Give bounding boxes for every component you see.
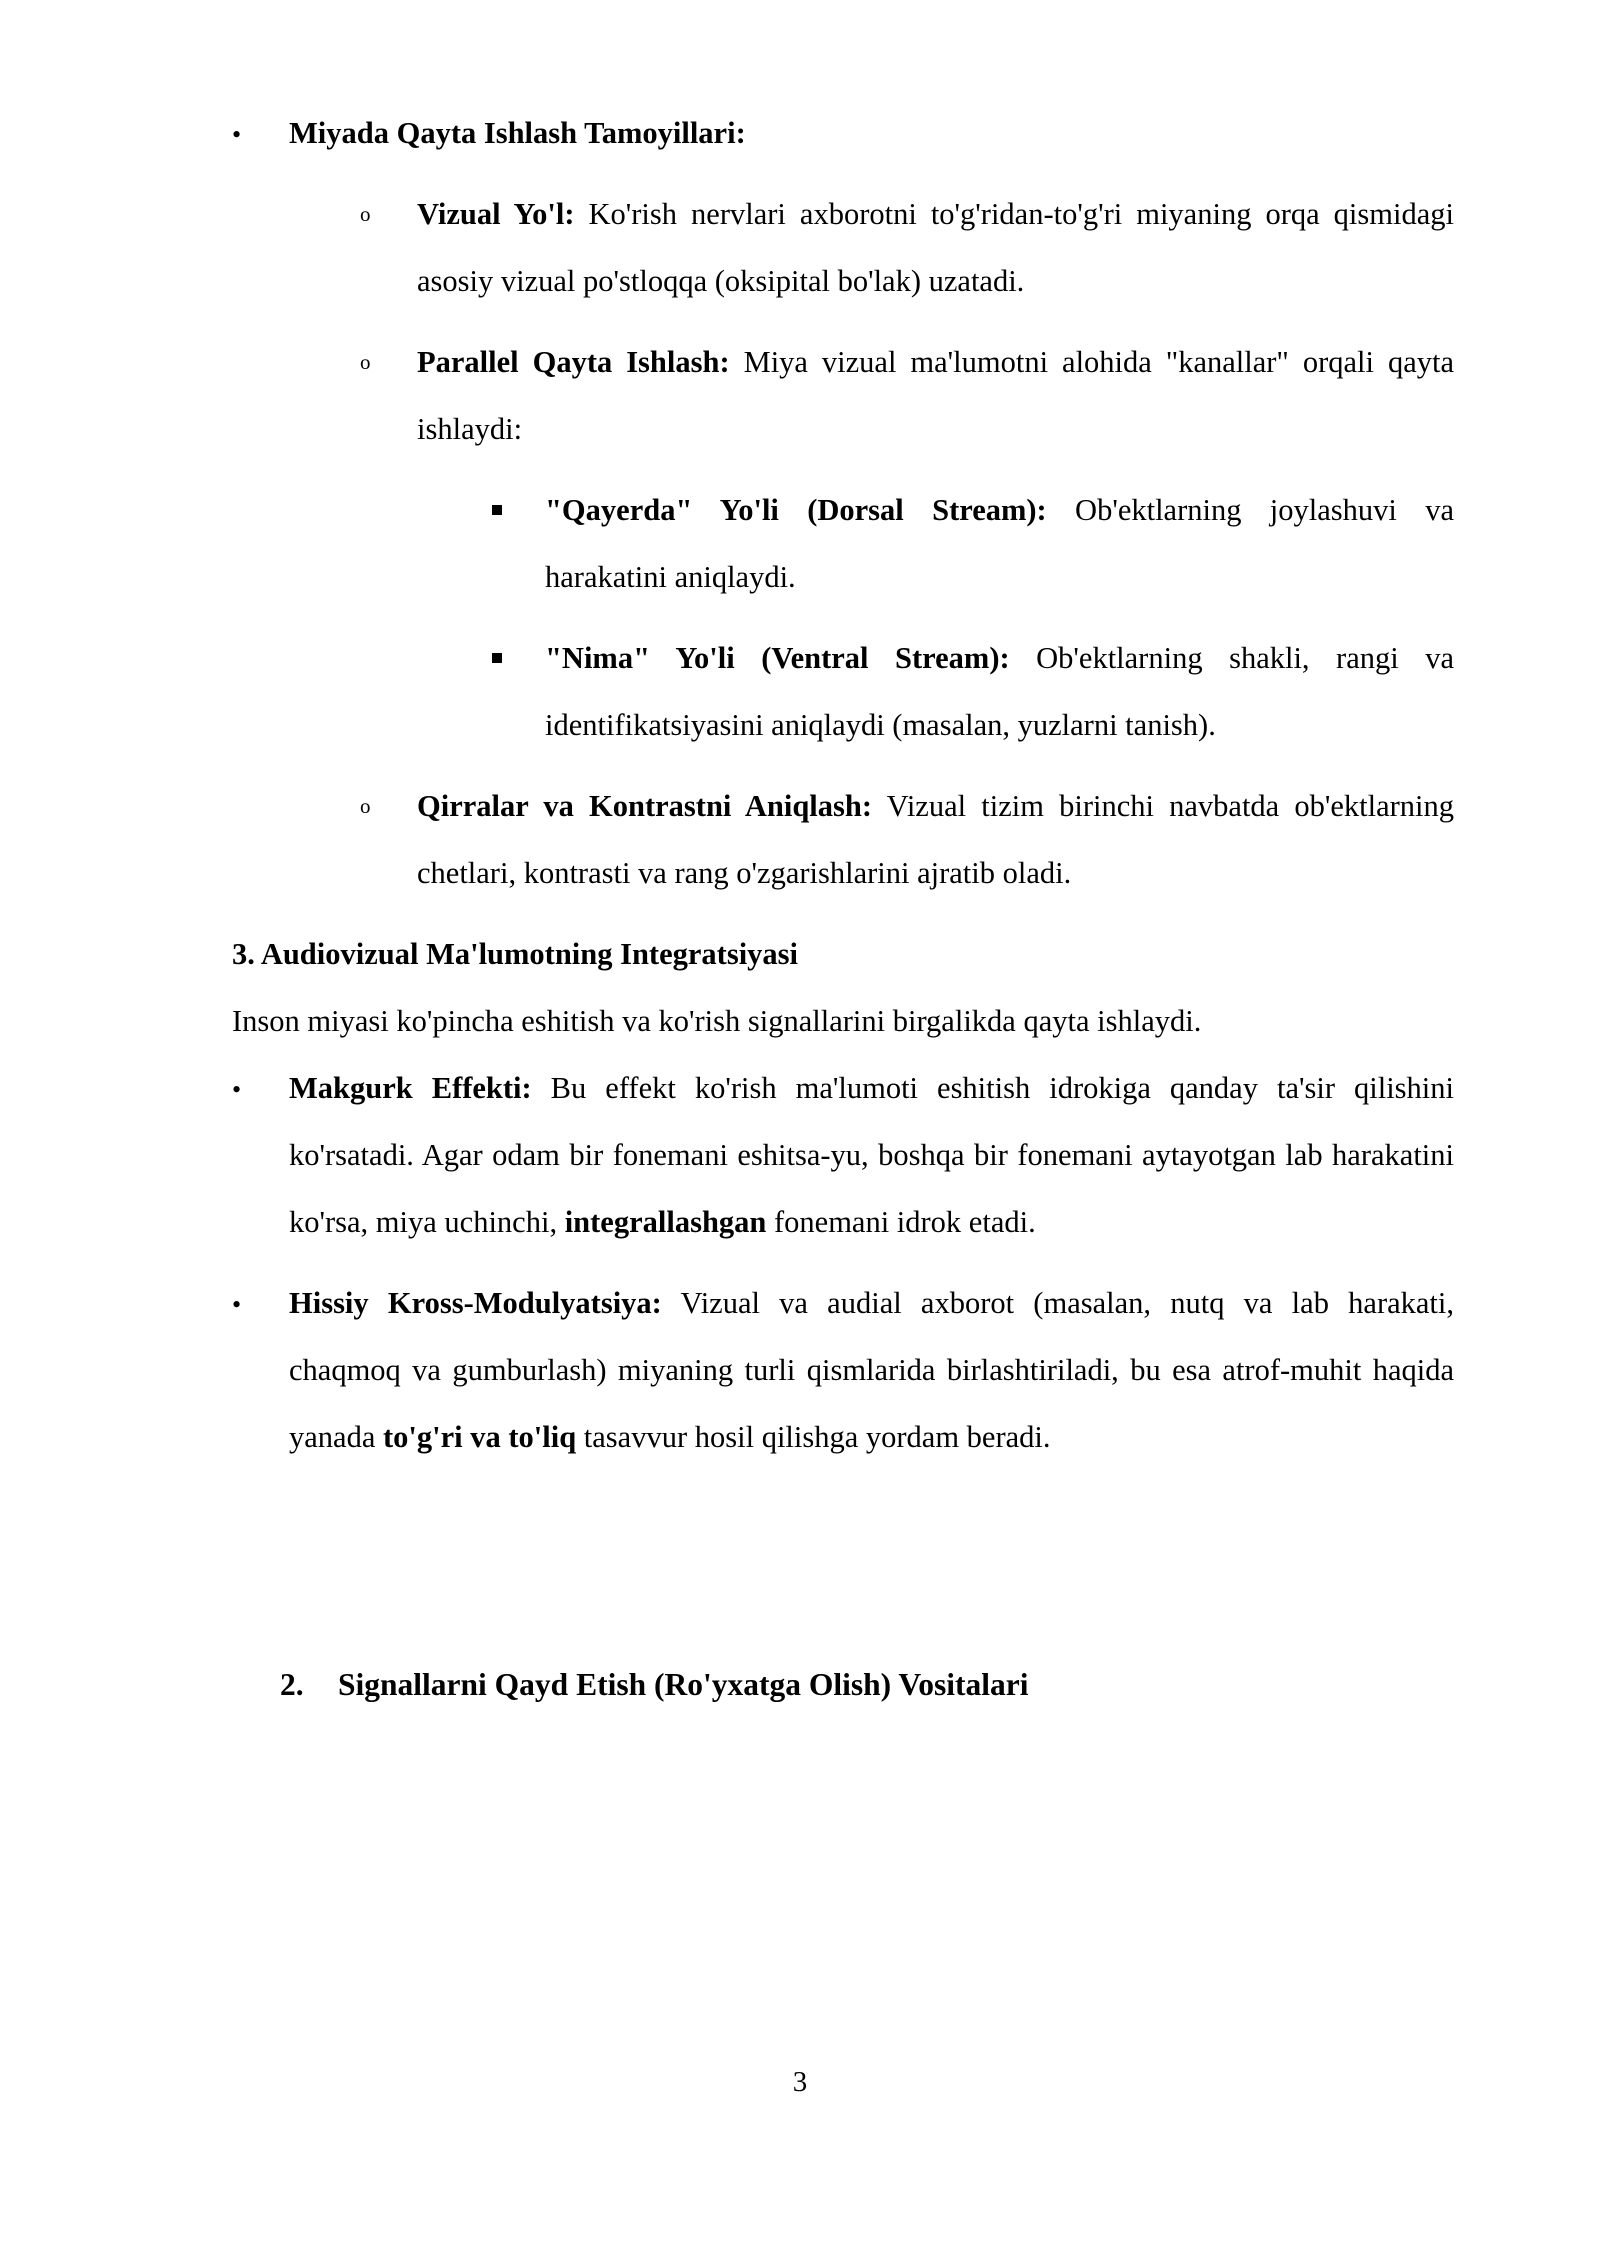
list-item-parallel-processing — [360, 329, 1454, 463]
spacer — [232, 759, 1454, 773]
bullet-circle-icon — [360, 329, 394, 396]
list-item-processing-principles — [232, 100, 1454, 167]
spacer — [232, 1256, 1454, 1270]
list-item-text-part1: Bu effekt ko'rish ma'lumoti eshitish idrokiga qanday ta'sir qilishini ko'rsatadi. Agar odam bir fonemani eshitsa-yu, boshqa bir fonemani aytayotgan lab harakatini ko'rsa, miya uchinchi, — [289, 1071, 1454, 1239]
numbered-heading-2 — [280, 1655, 1454, 1715]
bullet-disc-icon — [232, 1055, 262, 1123]
list-item-text: Ob'ektlarning joylashuvi va harakatini aniqlaydi. — [545, 493, 1454, 594]
numbered-heading-number: 2. — [280, 1667, 304, 1702]
list-item-text: Miya vizual ma'lumotni alohida "kanallar" orqali qayta ishlaydi: — [417, 345, 1455, 446]
list-item-sensory-cross-modulation — [232, 1270, 1454, 1471]
list-item-label: Makgurk Effekti: — [289, 1071, 532, 1105]
list-item-label: Qirralar va Kontrastni Aniqlash: — [417, 789, 873, 823]
list-item-text: Ob'ektlarning shakli, rangi va identifikatsiyasini aniqlaydi (masalan, yuzlarni tanish). — [545, 641, 1455, 742]
list-item-visual-pathway — [360, 181, 1454, 315]
spacer — [232, 907, 1454, 921]
section-heading-3: 3. Audiovizual Ma'lumotning Integratsiyasi — [232, 937, 799, 971]
list-item-text: Vizual tizim birinchi navbatda ob'ektlarning chetlari, kontrasti va rang o'zgarishlarini ajratib oladi. — [417, 789, 1455, 890]
bullet-circle-icon — [360, 773, 394, 840]
spacer — [232, 1621, 1454, 1655]
list-item-label: Parallel Qayta Ishlash: — [417, 345, 730, 379]
list-item-edge-contrast-detection — [360, 773, 1454, 907]
section-intro-paragraph: Inson miyasi ko'pincha eshitish va ko'rish signallarini birgalikda qayta ishlaydi. — [232, 1004, 1202, 1038]
list-item-ventral-stream — [490, 625, 1454, 759]
list-item-text-part2: fonemani idrok etadi. — [766, 1205, 1036, 1239]
list-item-mcgurk-effect — [232, 1055, 1454, 1256]
spacer-large — [232, 1471, 1454, 1621]
list-item-label: Hissiy Kross-Modulyatsiya: — [289, 1286, 662, 1320]
numbered-heading-text: Signallarni Qayd Etish (Ro'yxatga Olish) Vositalari — [338, 1667, 1029, 1702]
list-item-label: Miyada Qayta Ishlash Tamoyillari: — [289, 116, 746, 150]
list-item-dorsal-stream — [490, 477, 1454, 611]
spacer — [232, 315, 1454, 329]
bullet-disc-icon — [232, 100, 262, 168]
page-number-footer: 3 — [792, 2066, 808, 2098]
bullet-square-icon — [492, 625, 522, 692]
spacer — [232, 167, 1454, 181]
bullet-square-icon — [492, 477, 522, 544]
list-item-text: Ko'rish nervlari axborotni to'g'ridan-to'g'ri miyaning orqa qismidagi asosiy vizual po'stloqqa (oksipital bo'lak) uzatadi. — [417, 197, 1454, 298]
list-item-emphasis: integrallashgan — [564, 1205, 767, 1239]
list-item-label: "Nima" Yo'li (Ventral Stream): — [545, 641, 1010, 675]
list-item-label: "Qayerda" Yo'li (Dorsal Stream): — [545, 493, 1047, 527]
bullet-disc-icon — [232, 1270, 262, 1338]
document-body — [232, 100, 1454, 1715]
bullet-circle-icon — [360, 181, 394, 248]
list-item-text-part1: Vizual va audial axborot (masalan, nutq va lab harakati, chaqmoq va gumburlash) miyaning turli qismlarida birlashtiriladi, bu esa atrof-muhit haqida yanada — [289, 1286, 1455, 1454]
list-item-text-part2: tasavvur hosil qilishga yordam beradi. — [576, 1420, 1051, 1454]
list-item-label: Vizual Yo'l: — [417, 197, 575, 231]
spacer — [232, 611, 1454, 625]
list-item-emphasis: to'g'ri va to'liq — [383, 1420, 577, 1454]
spacer — [232, 463, 1454, 477]
